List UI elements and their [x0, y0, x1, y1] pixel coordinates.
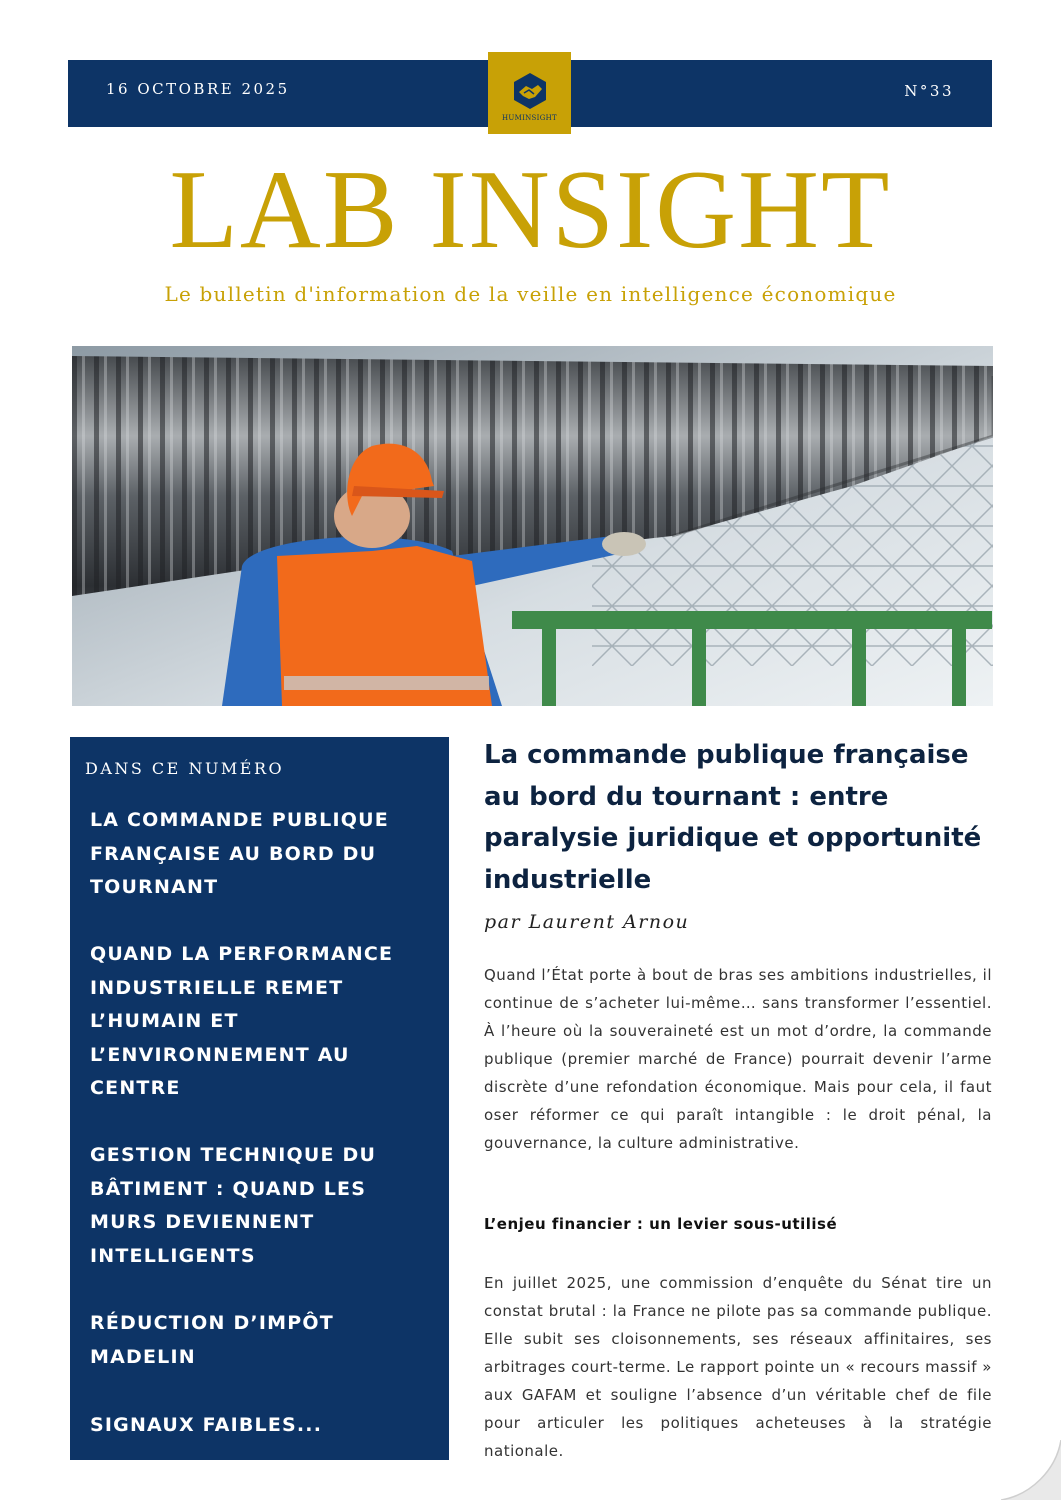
issue-date: 16 OCTOBRE 2025: [106, 80, 290, 98]
masthead-title: LAB INSIGHT: [169, 148, 892, 272]
toc-item-performance-industrielle[interactable]: QUAND LA PERFORMANCE INDUSTRIELLE REMET L’HUMAIN ET L’ENVIRONNEMENT AU CENTRE: [90, 943, 394, 1099]
page-curl-icon: [1001, 1440, 1061, 1500]
toc-item-gestion-technique[interactable]: GESTION TECHNIQUE DU BÂTIMENT : QUAND LES MURS DEVIENNENT INTELLIGENTS: [90, 1144, 377, 1267]
toc-item-signaux-faibles[interactable]: SIGNAUX FAIBLES...: [90, 1414, 323, 1436]
toc-heading: DANS CE NUMÉRO: [85, 759, 285, 778]
handshake-hexagon-icon: [511, 72, 549, 110]
huminsight-logo: [488, 52, 571, 134]
article-paragraph-2: En juillet 2025, une commission d’enquête du Sénat tire un constat brutal : la France ne pilote pas sa commande publique. Elle subit ses cloisonnements, ses réseaux affinitaires, ses arbitrages court-terme. Le rapport pointe un « recours massif » aux GAFAM et souligne l’absence d’un véritable chef de file pour articuler les politiques acheteuses à la stratégie nationale.: [484, 1274, 992, 1460]
toc-item-commande-publique[interactable]: LA COMMANDE PUBLIQUE FRANÇAISE AU BORD DU TOURNANT: [90, 809, 389, 898]
table-of-contents: [70, 737, 449, 1460]
article-paragraph-1: Quand l’État porte à bout de bras ses ambitions industrielles, il continue de s’acheter lui-même… sans transformer l’essentiel. À l’heure où la souveraineté est un mot d’ordre, la commande publique (premier marché de France) pourrait devenir l’arme discrète d’une refondation économique. Mais pour cela, il faut oser réformer ce qui paraît intangible : le droit pénal, la gouvernance, la culture administrative.: [484, 966, 992, 1152]
logo-text: HUMINSIGHT: [502, 114, 557, 122]
hero-image: [72, 346, 993, 706]
article-subheading: L’enjeu financier : un levier sous-utilisé: [484, 1215, 838, 1233]
issue-number: N°33: [904, 82, 954, 100]
toc-item-reduction-impot[interactable]: RÉDUCTION D’IMPÔT MADELIN: [90, 1312, 334, 1368]
article-byline: par Laurent Arnou: [484, 911, 690, 933]
article-title: La commande publique française au bord du tournant : entre paralysie juridique et opportunité industrielle: [484, 740, 982, 895]
industrial-worker-photo: [72, 346, 993, 706]
masthead-tagline: Le bulletin d'information de la veille en intelligence économique: [164, 282, 897, 306]
